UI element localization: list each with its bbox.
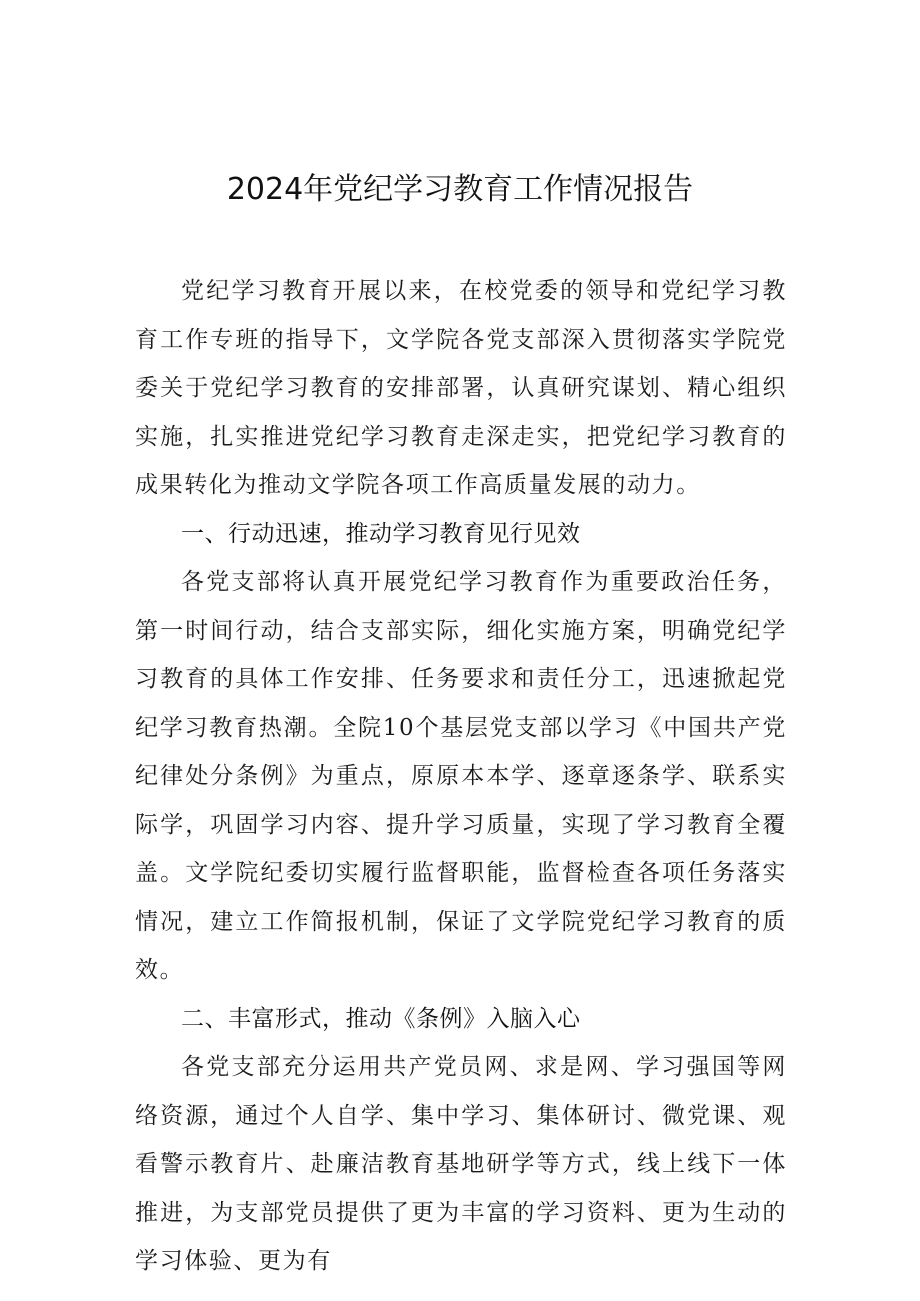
- section-paragraph-2: 各党支部充分运用共产党员网、求是网、学习强国等网络资源，通过个人自学、集中学习、集体研讨、微党课、观看警示教育片、赴廉洁教育基地研学等方式，线上线下一体推进，为支部党员提供了更为丰富的学习资料、更为生动的学习体验、更为有: [135, 1054, 787, 1274]
- section-heading-1: 一、行动迅速，推动学习教育见行见效: [181, 520, 581, 547]
- section-paragraph-1: 各党支部将认真开展党纪学习教育作为重要政治任务，第一时间行动，结合支部实际，细化实施方案，明确党纪学习教育的具体工作安排、任务要求和责任分工，迅速掀起党纪学习教育热潮。全院10个基层党支部以学习《中国共产党纪律处分条例》为重点，原原本本学、逐章逐条学、联系实际学，巩固学习内容、提升学习质量，实现了学习教育全覆盖。文学院纪委切实履行监督职能，监督检查各项任务落实情况，建立工作简报机制，保证了文学院党纪学习教育的质效。: [135, 569, 787, 983]
- document-title: 2024年党纪学习教育工作情况报告: [226, 172, 694, 207]
- document-body: [135, 267, 787, 1286]
- section-heading-2: 二、丰富形式，推动《条例》入脑入心: [181, 1005, 581, 1032]
- intro-paragraph: 党纪学习教育开展以来，在校党委的领导和党纪学习教育工作专班的指导下，文学院各党支部深入贯彻落实学院党委关于党纪学习教育的安排部署，认真研究谋划、精心组织实施，扎实推进党纪学习教育走深走实，把党纪学习教育的成果转化为推动文学院各项工作高质量发展的动力。: [135, 278, 787, 498]
